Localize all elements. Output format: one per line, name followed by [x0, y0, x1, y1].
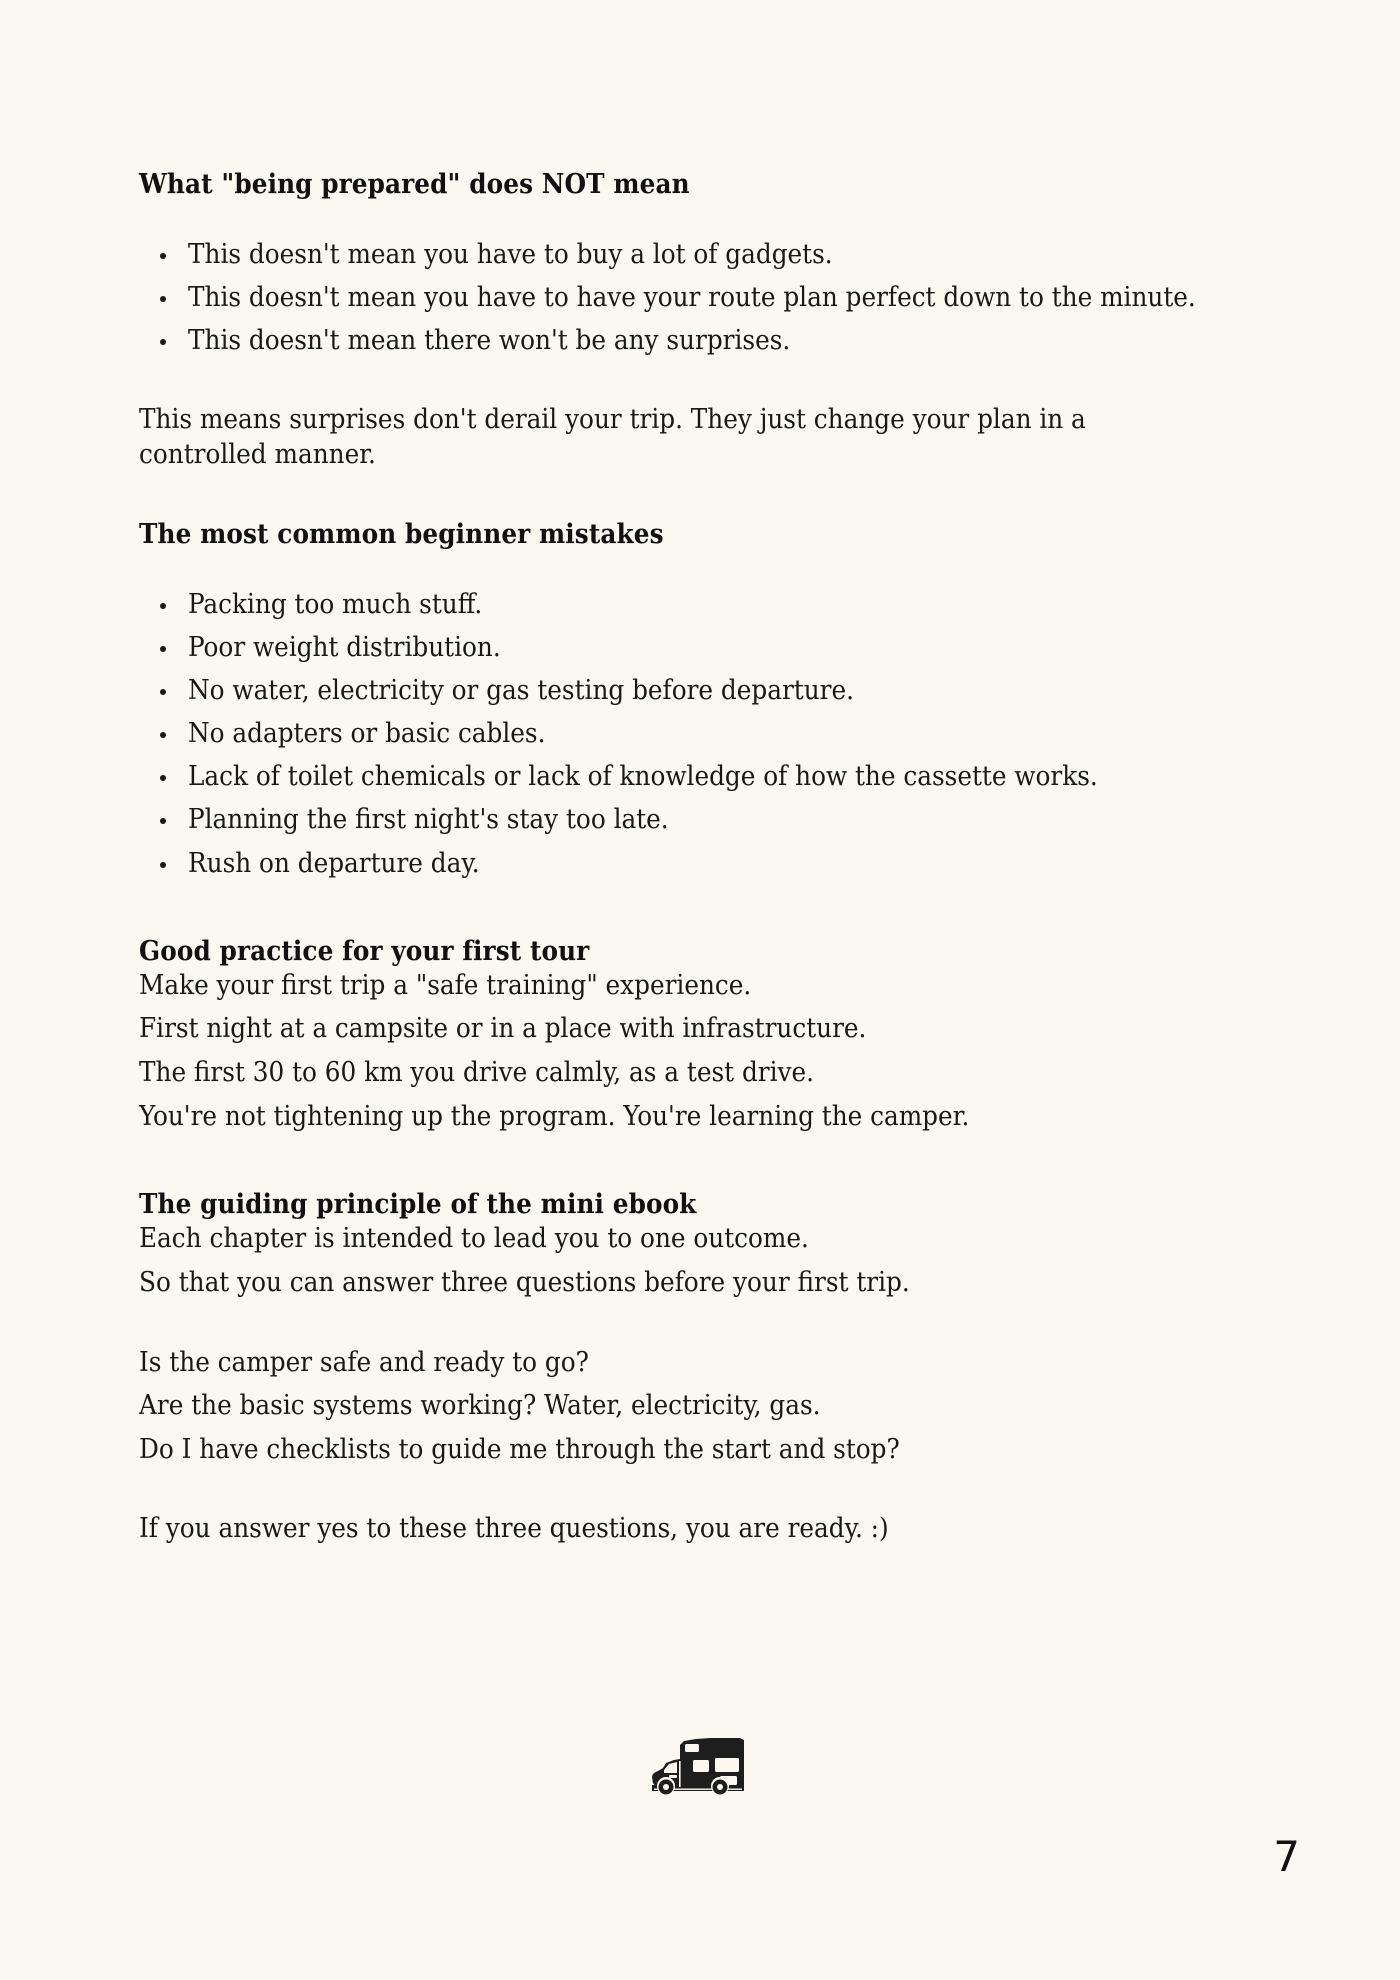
text-line: Each chapter is intended to lead you to one outcome. — [139, 1222, 809, 1255]
page-content — [139, 168, 1199, 1546]
spacer — [139, 1142, 1199, 1188]
list-item: Planning the first night's stay too late. — [139, 802, 1199, 837]
list-item: This doesn't mean there won't be any surprises. — [139, 323, 1199, 358]
paragraph-closing: If you answer yes to these three questions, you are ready. :) — [139, 1512, 889, 1545]
spacer — [139, 201, 1199, 237]
spacer — [139, 472, 1199, 518]
list-item: This doesn't mean you have to have your route plan perfect down to the minute. — [139, 280, 1199, 315]
question-line: Do I have checklists to guide me through the start and stop? — [139, 1432, 900, 1465]
heading-beginner-mistakes: The most common beginner mistakes — [139, 517, 664, 550]
heading-good-practice: Good practice for your first tour — [139, 934, 590, 967]
list-beginner-mistakes — [139, 587, 1199, 880]
spacer — [139, 1309, 1199, 1345]
text-line: So that you can answer three questions before your first trip. — [139, 1265, 910, 1298]
list-item: No adapters or basic cables. — [139, 716, 1199, 751]
question-line: Are the basic systems working? Water, electricity, gas. — [139, 1389, 821, 1422]
heading-guiding-principle: The guiding principle of the mini ebook — [139, 1188, 697, 1221]
list-item: Rush on departure day. — [139, 846, 1199, 881]
page-number: 7 — [1273, 1832, 1300, 1881]
spacer — [139, 551, 1199, 587]
question-line: Is the camper safe and ready to go? — [139, 1345, 589, 1378]
block-guiding-principle — [139, 1221, 1199, 1299]
block-good-practice — [139, 968, 1199, 1134]
text-line: Make your first trip a "safe training" experience. — [139, 968, 752, 1001]
text-line: First night at a campsite or in a place with infrastructure. — [139, 1012, 867, 1045]
list-item: This doesn't mean you have to buy a lot of gadgets. — [139, 237, 1199, 272]
spacer — [139, 889, 1199, 935]
block-three-questions — [139, 1345, 1199, 1467]
spacer — [139, 1475, 1199, 1511]
list-item: Packing too much stuff. — [139, 587, 1199, 622]
paragraph-controlled-manner: This means surprises don't derail your trip. They just change your plan in a controlled manner. — [139, 403, 1086, 471]
list-not-mean — [139, 237, 1199, 358]
text-line: The first 30 to 60 km you drive calmly, as a test drive. — [139, 1055, 814, 1088]
heading-not-mean: What "being prepared" does NOT mean — [139, 168, 690, 200]
list-item: Poor weight distribution. — [139, 630, 1199, 665]
spacer — [139, 366, 1199, 402]
list-item: No water, electricity or gas testing before departure. — [139, 673, 1199, 708]
camper-van-icon — [640, 1723, 760, 1813]
text-line: You're not tightening up the program. You're learning the camper. — [139, 1099, 970, 1132]
list-item: Lack of toilet chemicals or lack of knowledge of how the cassette works. — [139, 759, 1199, 794]
